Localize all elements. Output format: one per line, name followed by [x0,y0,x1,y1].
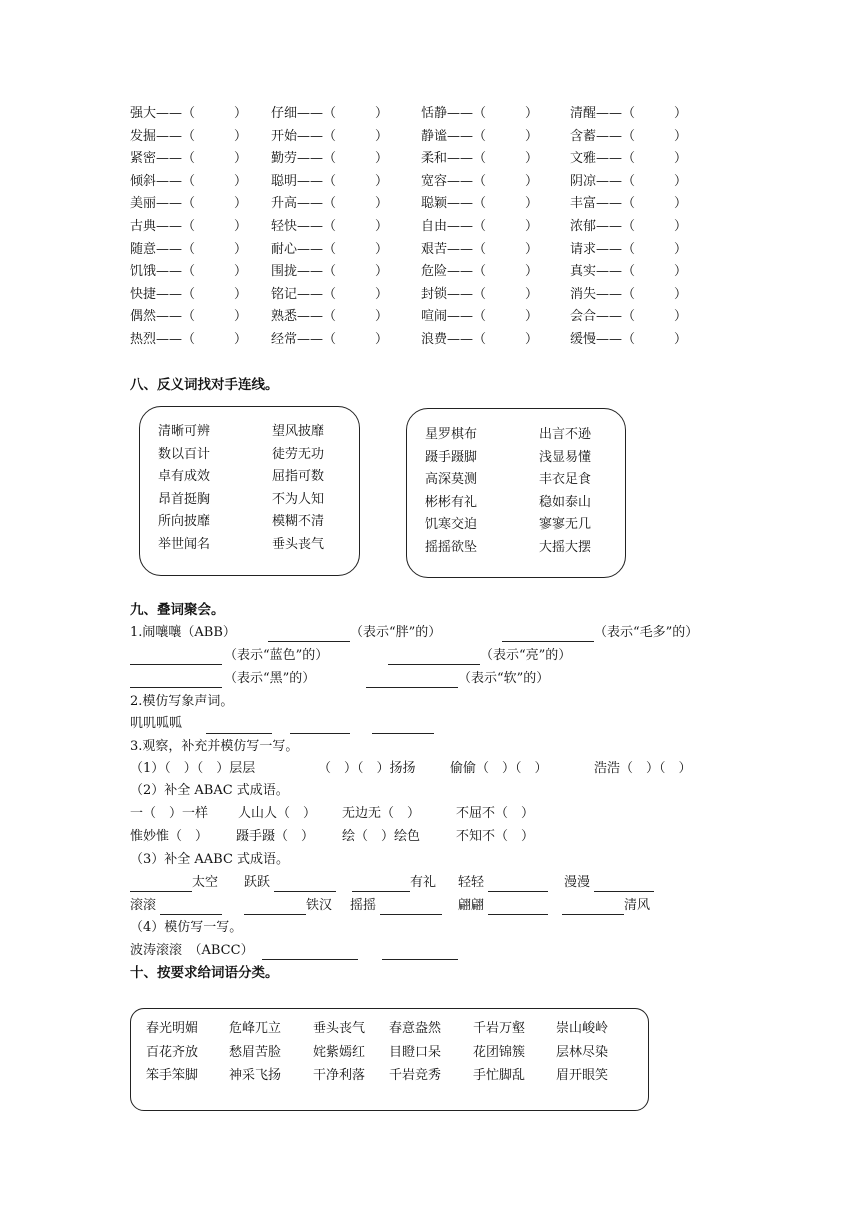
synonym-pair: 宽容——（ ） [421,173,539,189]
q3-2-label: （2）补全 ABAC 式成语。 [130,783,289,798]
q3-label: 3.观察，补充并模仿写一写。 [130,739,299,754]
q3-4-label: （4）模仿写一写。 [130,920,243,935]
q3-3-r1-blank-1[interactable] [130,876,192,892]
q1-item-4: （表示“亮”的） [480,648,572,663]
antonym-word[interactable]: 丰衣足食 [539,472,592,488]
synonym-pair: 轻快——（ ） [271,219,389,234]
q1-item-3: （表示“蓝色”的） [224,648,329,663]
synonym-pair: 紧密——（ ） [130,151,248,167]
q3-3-r2-blank-4[interactable] [488,899,548,915]
antonym-word[interactable]: 星罗棋布 [425,427,478,442]
q2-example: 叽叽呱呱 [130,716,183,731]
q3-3-r2-blank-2[interactable] [244,899,306,915]
q3-2-r1-c: 无边无（ ） [342,806,421,821]
synonym-pair: 真实——（ ） [570,264,688,280]
q1-item-2: （表示“毛多”的） [594,625,699,640]
q3-2-r1-d: 不屈不（ ） [456,806,535,821]
classify-word: 神采飞扬 [229,1068,282,1083]
synonym-pair: 饥饿——（ ） [130,264,248,280]
classify-word: 千岩万壑 [473,1021,526,1036]
synonym-pair: 静谧——（ ） [421,128,539,144]
synonym-pair: 勤劳——（ ） [271,151,389,167]
q3-3-r1-blank-5[interactable] [594,876,654,892]
classify-word: 愁眉苦脸 [229,1044,282,1060]
antonym-word[interactable]: 彬彬有礼 [425,494,478,510]
q3-1-a: （1）（ ）（ ）层层 [130,761,256,776]
synonym-pair: 聪明——（ ） [271,173,389,189]
q3-3-label: （3）补全 AABC 式成语。 [130,852,290,867]
q3-3-r1-blank-3[interactable] [352,876,410,892]
q1-item-6: （表示“软”的） [458,671,550,686]
synonym-pair: 开始——（ ） [271,128,389,144]
q3-4-blank-1[interactable] [262,944,358,960]
antonym-word[interactable]: 屈指可数 [272,469,325,485]
q3-3-r1-c: 有礼 [410,875,437,890]
q3-4-blank-2[interactable] [382,944,458,960]
q3-3-r1-a: 太空 [192,875,219,890]
synonym-pair: 古典——（ ） [130,219,248,234]
synonym-pair: 熟悉——（ ） [271,309,389,325]
q1-blank-4[interactable] [388,649,480,665]
antonym-word[interactable]: 大摇大摆 [539,540,592,555]
antonym-word[interactable]: 寥寥无几 [539,517,592,533]
synonym-pair: 恬静——（ ） [421,106,539,121]
antonym-word[interactable]: 清晰可辨 [158,424,211,439]
classify-word: 百花齐放 [146,1044,199,1060]
q3-2-r2-a: 惟妙惟（ ） [130,829,209,844]
classify-word: 手忙脚乱 [473,1068,526,1083]
synonym-pair: 喧闹——（ ） [421,309,539,325]
synonym-pair: 丰富——（ ） [570,196,688,212]
q3-3-r2-e: 清风 [624,898,651,913]
synonym-pair: 倾斜——（ ） [130,173,248,189]
q1-blank-3[interactable] [130,649,222,665]
section9-title: 九、叠词聚会。 [130,602,225,618]
classify-word: 垂头丧气 [313,1021,366,1036]
synonym-pair: 经常——（ ） [271,332,389,347]
q1-blank-1[interactable] [268,626,350,642]
synonym-pair: 艰苦——（ ） [421,241,539,257]
q2-blank-2[interactable] [290,718,350,734]
antonym-word[interactable]: 不为人知 [272,491,325,507]
synonym-pair: 请求——（ ） [570,241,688,257]
q1-label: 1.闹嚷嚷（ABB） [130,625,236,640]
synonym-pair: 仔细——（ ） [271,106,389,121]
q3-3-r1-b: 跃跃 [244,875,271,890]
synonym-pair: 危险——（ ） [421,264,539,280]
q3-3-r1-blank-4[interactable] [488,876,548,892]
classify-word: 笨手笨脚 [146,1068,199,1083]
q3-1-c: 偷偷（ ）（ ） [450,761,548,776]
synonym-pair: 清醒——（ ） [570,106,688,121]
synonym-pair: 自由——（ ） [421,219,539,234]
classify-word: 崇山峻岭 [556,1021,609,1036]
antonym-word[interactable]: 出言不逊 [539,427,592,442]
q3-3-r2-a: 滚滚 [130,898,157,913]
section10-title: 十、按要求给词语分类。 [130,965,279,981]
synonym-pair: 浪费——（ ） [421,332,539,347]
q1-blank-6[interactable] [366,672,458,688]
synonym-pair: 会合——（ ） [570,309,688,325]
synonym-pair: 耐心——（ ） [271,241,389,257]
q2-blank-1[interactable] [206,718,272,734]
q1-blank-2[interactable] [502,626,594,642]
q3-3-r2-blank-5[interactable] [562,899,624,915]
synonym-pair: 铭记——（ ） [271,286,389,302]
q1-item-5: （表示“黑”的） [224,671,316,686]
antonym-word[interactable]: 所向披靡 [158,514,211,530]
q3-2-r2-c: 绘（ ）绘色 [342,829,421,844]
q3-1-d: 浩浩（ ）（ ） [594,761,692,776]
classify-word: 花团锦簇 [473,1044,526,1060]
synonym-pair: 消失——（ ） [570,286,688,302]
q3-1-b: （ ）（ ）扬扬 [318,761,416,776]
classify-word: 春光明媚 [146,1021,199,1036]
q3-2-r2-b: 蹑手蹑（ ） [236,829,315,844]
synonym-pair: 升高——（ ） [271,196,389,212]
q3-3-r2-b: 铁汉 [306,898,333,913]
q3-4-example: 波涛滚滚 （ABCC） [130,943,254,958]
synonym-pair: 围拢——（ ） [271,264,389,280]
synonym-pair: 缓慢——（ ） [570,332,688,347]
q3-3-r1-blank-2[interactable] [274,876,336,892]
q3-3-r2-blank-3[interactable] [380,899,442,915]
antonym-word[interactable]: 饥寒交迫 [425,517,478,533]
synonym-pair: 浓郁——（ ） [570,219,688,234]
classify-word: 千岩竞秀 [389,1068,442,1083]
synonym-pair: 发掘——（ ） [130,128,248,144]
synonym-pair: 热烈——（ ） [130,332,248,347]
synonym-pair: 阴凉——（ ） [570,173,688,189]
q3-3-r1-d: 轻轻 [458,875,485,890]
classify-word: 危峰兀立 [229,1021,282,1036]
synonym-pair: 文雅——（ ） [570,151,688,167]
antonym-word[interactable]: 徒劳无功 [272,446,325,462]
q3-3-r2-d: 翩翩 [458,898,485,913]
classify-word: 层林尽染 [556,1044,609,1060]
synonym-pair: 柔和——（ ） [421,151,539,167]
synonym-pair: 随意——（ ） [130,241,248,257]
synonym-pair: 封锁——（ ） [421,286,539,302]
classify-word: 眉开眼笑 [556,1068,609,1083]
q3-3-r2-blank-1[interactable] [160,899,222,915]
antonym-word[interactable]: 垂头丧气 [272,537,325,552]
q3-2-r1-a: 一（ ）一样 [130,806,209,821]
classify-word: 春意盎然 [389,1021,442,1036]
q3-2-r2-d: 不知不（ ） [456,829,535,844]
q2-label: 2.模仿写象声词。 [130,694,234,709]
q2-blank-3[interactable] [372,718,434,734]
antonym-word[interactable]: 数以百计 [158,446,211,462]
q1-item-1: （表示“胖”的） [350,625,442,640]
antonym-word[interactable]: 昂首挺胸 [158,491,211,507]
synonym-pair: 美丽——（ ） [130,196,248,212]
section8-title: 八、反义词找对手连线。 [130,377,279,393]
classify-word: 干净利落 [313,1068,366,1083]
antonym-word[interactable]: 望风披靡 [272,424,325,439]
synonym-pair: 聪颖——（ ） [421,196,539,212]
antonym-word[interactable]: 浅显易懂 [539,449,592,465]
antonym-word[interactable]: 举世闻名 [158,537,211,552]
antonym-word[interactable]: 稳如泰山 [539,494,592,510]
antonym-word[interactable]: 模糊不清 [272,514,325,530]
synonym-pair: 快捷——（ ） [130,286,248,302]
antonym-word[interactable]: 卓有成效 [158,469,211,485]
q3-3-r2-c: 摇摇 [350,898,377,913]
antonym-word[interactable]: 蹑手蹑脚 [425,449,478,465]
synonym-pair: 偶然——（ ） [130,309,248,325]
classify-word: 目瞪口呆 [389,1044,442,1060]
antonym-word[interactable]: 摇摇欲坠 [425,540,478,555]
q3-2-r1-b: 人山人（ ） [238,806,317,821]
antonym-word[interactable]: 高深莫测 [425,472,478,488]
q3-3-r1-e: 漫漫 [564,875,591,890]
q1-blank-5[interactable] [130,672,222,688]
classify-word: 姹紫嫣红 [313,1044,366,1060]
synonym-pair: 含蓄——（ ） [570,128,688,144]
synonym-pair: 强大——（ ） [130,106,248,121]
